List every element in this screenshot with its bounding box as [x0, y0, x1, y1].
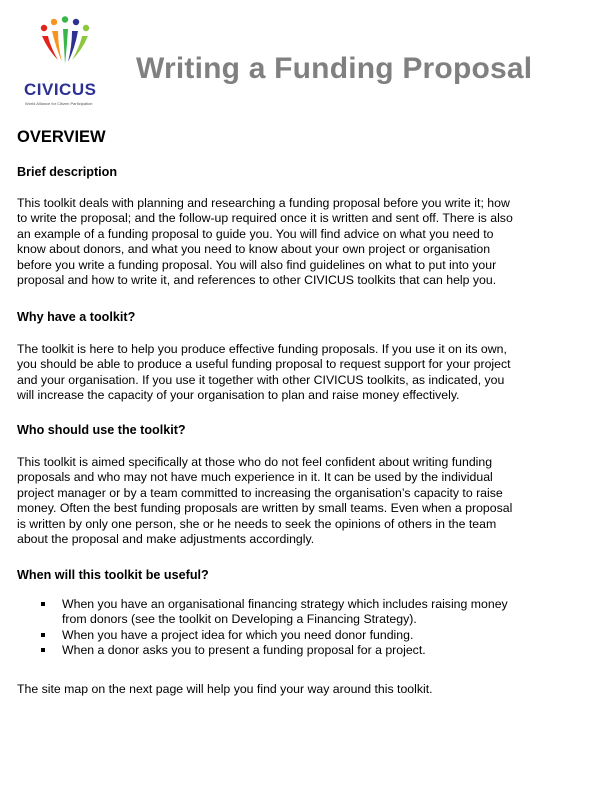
- closing-paragraph: [17, 682, 589, 697]
- bullet-icon: [41, 633, 45, 637]
- section-heading-brief-description: Brief description: [17, 165, 118, 179]
- list-item: [17, 597, 577, 628]
- document-title: Writing a Funding Proposal: [136, 52, 533, 85]
- list-item: [17, 643, 577, 658]
- bullet-icon: [41, 602, 45, 606]
- paragraph-line: project manager or by a team committed to increasing the organisation’s capacity to raise: [17, 485, 503, 500]
- paragraph-line: will increase the capacity of your organisation to plan and raise money effectively.: [17, 388, 460, 403]
- overview-heading: OVERVIEW: [17, 128, 106, 146]
- paragraph-line: money. Often the best funding proposals are written by small teams. Even when a proposal: [17, 501, 513, 516]
- bullet-line: When you have an organisational financing strategy which includes raising money: [62, 597, 508, 611]
- section-heading-who-should-use: Who should use the toolkit?: [17, 423, 186, 437]
- logo-wordmark: CIVICUS: [24, 80, 97, 99]
- brief-description-paragraph: [17, 196, 589, 288]
- section-heading-why-have-a-toolkit: Why have a toolkit?: [17, 310, 136, 324]
- section-heading-when-useful: When will this toolkit be useful?: [17, 568, 209, 582]
- paragraph-line: you should be able to produce a useful funding proposal to request support for your project: [17, 357, 511, 372]
- paragraph-line: proposals and who may not have much experience in it. It can be used by the individual: [17, 470, 493, 485]
- closing-line: The site map on the next page will help you find your way around this toolkit.: [17, 682, 433, 696]
- civicus-logo: [22, 16, 122, 108]
- paragraph-line: This toolkit deals with planning and researching a funding proposal before you write it; how: [17, 196, 510, 210]
- paragraph-line: is written by only one person, she or he needs to seek the opinions of others in the team: [17, 516, 497, 531]
- paragraph-line: The toolkit is here to help you produce effective funding proposals. If you use it on its own,: [17, 342, 507, 356]
- bullet-icon: [41, 648, 45, 652]
- civicus-figures-icon: [34, 16, 102, 78]
- list-item: [17, 628, 577, 643]
- bullet-line: When a donor asks you to present a funding proposal for a project.: [62, 643, 426, 658]
- paragraph-line: know about donors, and what you need to know about your own project or organisation: [17, 242, 491, 257]
- paragraph-line: before you write a funding proposal. You will also find guidelines on what to put into your: [17, 257, 497, 272]
- why-toolkit-paragraph: [17, 342, 589, 404]
- paragraph-line: This toolkit is aimed specifically at those who do not feel confident about writing funding: [17, 455, 493, 469]
- bullet-line: When you have a project idea for which you need donor funding.: [62, 627, 414, 642]
- bullet-line: from donors (see the toolkit on Developing a Financing Strategy).: [62, 612, 417, 627]
- paragraph-line: an example of a funding proposal to guide you. You will find advice on what you need to: [17, 226, 494, 241]
- paragraph-line: and your organisation. If you use it together with other CIVICUS toolkits, as indicated, you: [17, 372, 505, 387]
- who-should-use-paragraph: [17, 455, 589, 547]
- logo-tagline: World Alliance for Citizen Participation: [25, 101, 93, 106]
- paragraph-line: to write the proposal; and the follow-up required once it is written and sent off. There is also: [17, 211, 513, 226]
- usefulness-bullet-list: [17, 597, 577, 659]
- paragraph-line: proposal and how to write it, and references to other CIVICUS toolkits that can help you.: [17, 273, 497, 288]
- paragraph-line: about the proposal and make adjustments accordingly.: [17, 532, 315, 547]
